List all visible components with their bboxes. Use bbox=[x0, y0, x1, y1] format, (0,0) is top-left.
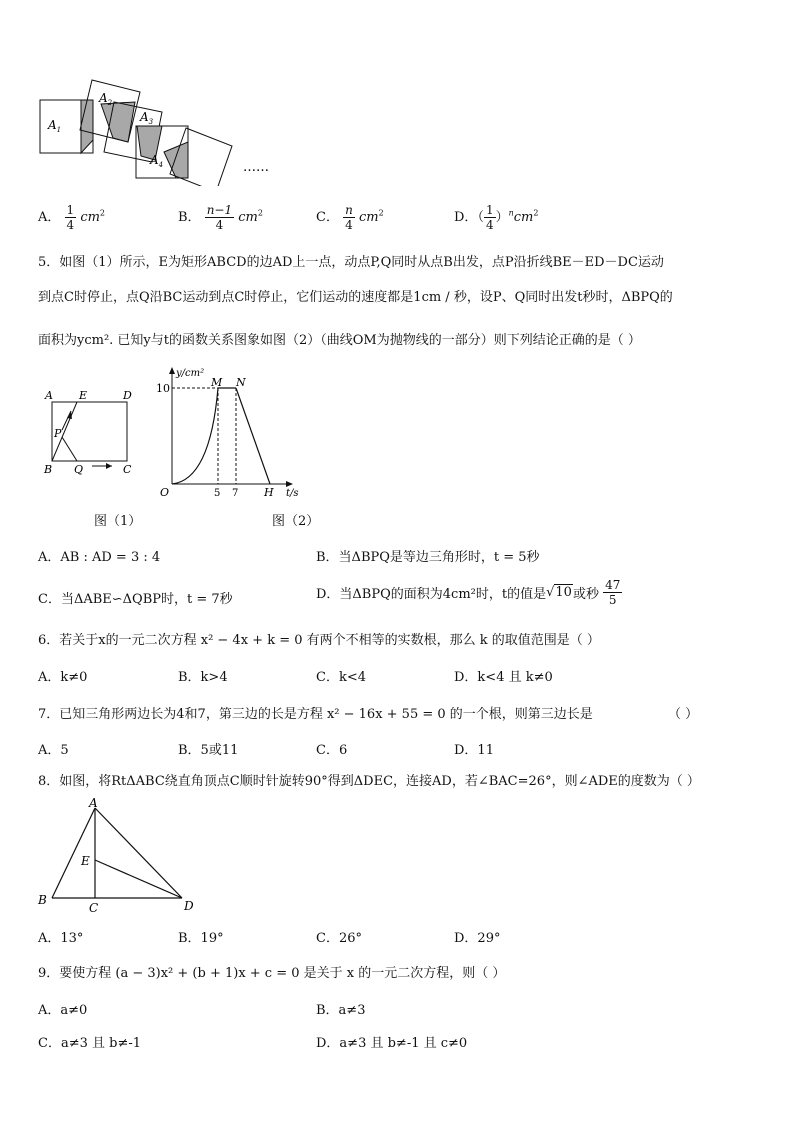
q5-option-c[interactable]: C．当ΔABE∽ΔQBP时，t = 7秒 bbox=[38, 592, 233, 607]
q4-option-d[interactable] bbox=[454, 203, 538, 232]
label-b: B bbox=[44, 463, 53, 476]
arrowhead-p bbox=[67, 411, 72, 419]
label-d: D bbox=[184, 899, 194, 913]
rotating-squares-figure bbox=[36, 76, 286, 186]
power: n bbox=[508, 208, 514, 218]
exponent: 2 bbox=[533, 208, 539, 218]
paren-open: （ bbox=[477, 210, 484, 225]
q8-option-c[interactable]: C．26° bbox=[316, 931, 362, 946]
q5-option-d[interactable] bbox=[316, 578, 622, 607]
label-d: D bbox=[123, 389, 132, 402]
q4-option-a[interactable] bbox=[38, 203, 105, 232]
unit: cm bbox=[358, 210, 379, 225]
q6-option-b[interactable]: B．k>4 bbox=[178, 670, 228, 685]
label-c: C bbox=[89, 901, 99, 915]
label-m: M bbox=[211, 376, 223, 389]
tick-7: 7 bbox=[232, 488, 239, 498]
q5-text-line-1: 5．如图（1）所示，E为矩形ABCD的边AD上一点，动点P,Q同时从点B出发，点P沿折线BE－ED－DC运动 bbox=[38, 255, 664, 270]
label-a: A bbox=[89, 796, 98, 810]
fraction: $\frac{1}{4}$ bbox=[485, 203, 494, 232]
unit: cm bbox=[513, 210, 534, 225]
q8-option-d[interactable]: D．29° bbox=[454, 931, 501, 946]
exponent: 2 bbox=[257, 208, 263, 218]
q5-option-b[interactable]: B．当ΔBPQ是等边三角形时，t = 5秒 bbox=[316, 550, 540, 565]
fraction: $\frac{1}{4}$ bbox=[66, 203, 75, 232]
q7-option-d[interactable]: D．11 bbox=[454, 743, 494, 758]
paren-close: ） bbox=[495, 210, 509, 225]
segment-ed bbox=[95, 860, 182, 898]
q5-option-a[interactable]: A．AB : AD = 3 : 4 bbox=[38, 550, 161, 565]
segment-pq bbox=[62, 437, 77, 461]
shaded-overlap-4 bbox=[164, 142, 188, 178]
label-a1: $A_1$ bbox=[48, 118, 62, 134]
option-text: D．当ΔBPQ的面积为4cm²时，t的值是 bbox=[316, 587, 547, 602]
label-o: O bbox=[160, 486, 170, 498]
q5-figure-1-caption: 图（1） bbox=[94, 514, 142, 529]
unit: cm bbox=[238, 210, 258, 225]
q6-text: 6．若关于x的一元二次方程 x² − 4x + k = 0 有两个不相等的实数根，那么 k 的取值范围是（ ） bbox=[38, 633, 600, 648]
q5-figure-2 bbox=[150, 362, 310, 498]
segment-ab bbox=[52, 808, 95, 898]
q5-figure-2-caption: 图（2） bbox=[272, 514, 320, 529]
label-n: N bbox=[236, 376, 246, 389]
segment-ad bbox=[95, 808, 182, 898]
q5-text-line-3: 面积为ycm². 已知y与t的函数关系图象如图（2）（曲线OM为抛物线的一部分）则下列结论正确的是（ ） bbox=[38, 333, 641, 348]
shaded-overlap-1 bbox=[81, 100, 93, 153]
tick-5: 5 bbox=[214, 488, 221, 498]
q9-option-b[interactable]: B．a≠3 bbox=[316, 1003, 366, 1018]
option-letter: A． bbox=[38, 210, 61, 225]
option-letter: D． bbox=[454, 210, 478, 225]
arrowhead-q bbox=[106, 463, 112, 469]
label-b: B bbox=[38, 893, 47, 907]
exponent: 2 bbox=[378, 208, 384, 218]
label-e: E bbox=[81, 854, 90, 868]
q9-option-d[interactable]: D．a≠3 且 b≠-1 且 c≠0 bbox=[316, 1036, 468, 1051]
label-e: E bbox=[79, 389, 88, 402]
label-a2: $A_2$ bbox=[99, 91, 113, 107]
option-letter: B． bbox=[178, 210, 201, 225]
q7-option-b[interactable]: B．5或11 bbox=[178, 743, 239, 758]
q6-option-d[interactable]: D．k<4 且 k≠0 bbox=[454, 670, 553, 685]
label-a3: $A_3$ bbox=[140, 110, 154, 126]
q8-figure bbox=[34, 796, 200, 916]
q7-option-a[interactable]: A．5 bbox=[38, 743, 69, 758]
x-axis-arrow bbox=[286, 481, 293, 487]
parabola-om bbox=[172, 388, 218, 484]
q4-option-b[interactable] bbox=[178, 203, 263, 232]
q8-option-a[interactable]: A．13° bbox=[38, 931, 84, 946]
option-letter: C． bbox=[316, 210, 339, 225]
ellipsis: …… bbox=[243, 160, 269, 175]
rectangle-abcd bbox=[52, 402, 127, 461]
fraction: $\frac{n}{4}$ bbox=[345, 203, 353, 232]
sqrt-symbol: √10 bbox=[546, 585, 572, 600]
option-text-mid: 或秒 bbox=[572, 587, 599, 602]
label-a4: $A_4$ bbox=[150, 153, 164, 169]
label-h: H bbox=[264, 486, 274, 498]
tick-10: 10 bbox=[156, 382, 170, 395]
q8-option-b[interactable]: B．19° bbox=[178, 931, 224, 946]
q9-text: 9．要使方程 (a − 3)x² + (b + 1)x + c = 0 是关于 x 的一元二次方程，则（ ） bbox=[38, 966, 506, 981]
q4-option-c[interactable] bbox=[316, 203, 384, 232]
exponent: 2 bbox=[99, 208, 106, 218]
q9-option-c[interactable]: C．a≠3 且 b≠-1 bbox=[38, 1036, 142, 1051]
q5-text-line-2: 到点C时停止，点Q沿BC运动到点C时停止，它们运动的速度都是1cm / 秒，设P、Q同时出发t秒时，ΔBPQ的 bbox=[38, 290, 673, 305]
label-q: Q bbox=[74, 463, 84, 476]
y-axis-arrow bbox=[169, 367, 175, 374]
q7-answer-paren: （ ） bbox=[668, 707, 699, 722]
y-axis-label: y/cm² bbox=[176, 368, 205, 379]
q6-option-a[interactable]: A．k≠0 bbox=[38, 670, 88, 685]
q8-text: 8．如图，将RtΔABC绕直角顶点C顺时针旋转90°得到ΔDEC，连接AD，若∠BAC=26°，则∠ADE的度数为（ ） bbox=[38, 774, 700, 789]
q7-text: 7．已知三角形两边长为4和7，第三边的长是方程 x² − 16x + 55 = 0 的一个根，则第三边长是 bbox=[38, 707, 593, 722]
q6-option-c[interactable]: C．k<4 bbox=[316, 670, 366, 685]
label-c: C bbox=[123, 463, 132, 476]
q9-option-a[interactable]: A．a≠0 bbox=[38, 1003, 88, 1018]
fraction: $\frac{47}{5}$ bbox=[605, 578, 621, 607]
label-a: A bbox=[45, 389, 53, 402]
unit: cm bbox=[80, 210, 100, 225]
label-p: P bbox=[54, 427, 62, 440]
q7-option-c[interactable]: C．6 bbox=[316, 743, 348, 758]
q5-figure-1 bbox=[40, 384, 140, 478]
fraction: $\frac{n-1}{4}$ bbox=[206, 203, 233, 232]
segment-nh bbox=[236, 388, 270, 484]
x-axis-label: t/s bbox=[286, 488, 299, 498]
